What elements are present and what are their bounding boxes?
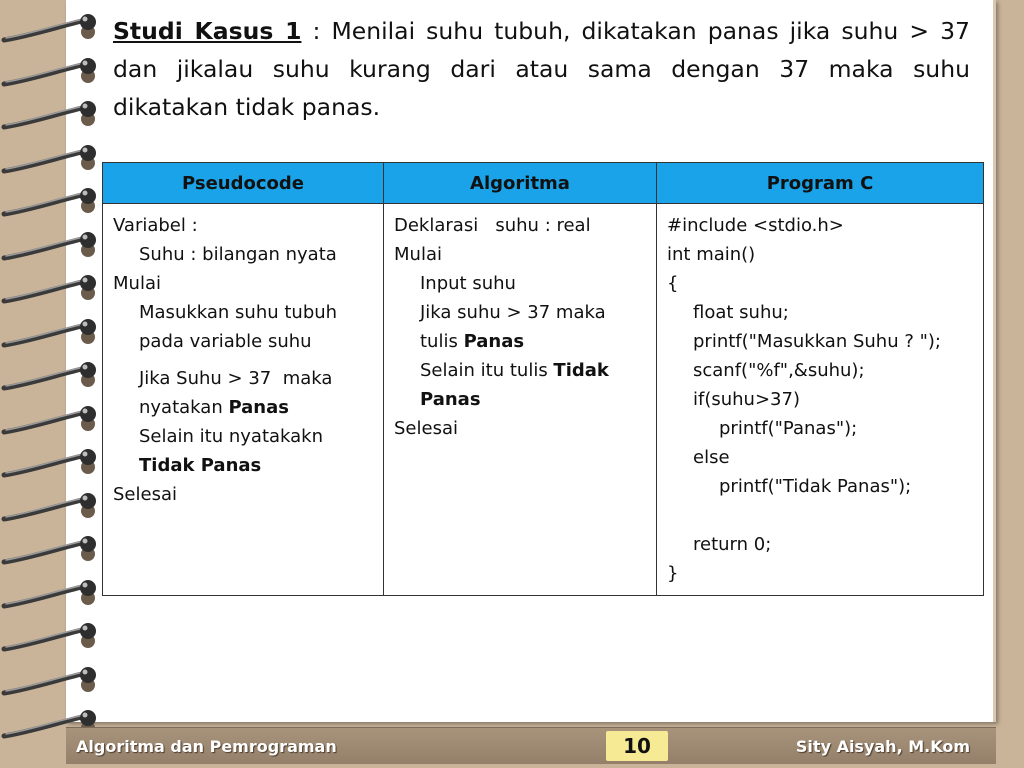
pseudocode-line: Selesai	[113, 484, 177, 505]
spiral-binding-ring-icon	[0, 10, 110, 48]
spiral-binding-ring-icon	[0, 97, 110, 135]
spiral-binding-ring-icon	[0, 576, 110, 614]
case-study-title: Studi Kasus 1	[113, 17, 302, 45]
algoritma-line: Deklarasi suhu : real	[394, 215, 591, 236]
algoritma-line: Jika suhu > 37 maka	[420, 302, 606, 323]
spiral-binding-ring-icon	[0, 184, 110, 222]
comparison-table	[102, 162, 984, 596]
pseudocode-line: Mulai	[113, 273, 161, 294]
code-line: scanf("%f",&suhu);	[693, 360, 865, 381]
pseudocode-line: Masukkan suhu tubuh	[139, 302, 338, 323]
spiral-binding-ring-icon	[0, 54, 110, 92]
pseudocode-line: Jika Suhu > 37 maka	[139, 368, 333, 389]
case-study-intro	[113, 12, 970, 126]
code-line: if(suhu>37)	[693, 389, 800, 410]
algoritma-cell	[384, 204, 657, 596]
code-line: int main()	[667, 244, 756, 265]
algoritma-line: Selesai	[394, 418, 458, 439]
algoritma-line	[394, 356, 646, 385]
spiral-binding-ring-icon	[0, 228, 110, 266]
pseudocode-cell	[103, 204, 384, 596]
algoritma-text: tulis	[420, 331, 464, 352]
program-c-cell	[657, 204, 984, 596]
course-title: Algoritma dan Pemrograman	[76, 737, 337, 756]
code-line: else	[693, 447, 730, 468]
spiral-binding-ring-icon	[0, 402, 110, 440]
case-study-text: : Menilai suhu tubuh, dikatakan panas jika suhu > 37 dan jikalau suhu kurang dari atau sama dengan 37 maka suhu dikatakan tidak panas.	[113, 17, 970, 121]
algoritma-line: Mulai	[394, 244, 442, 265]
algoritma-keyword: Panas	[420, 389, 481, 410]
page-number: 10	[606, 731, 668, 761]
spiral-binding	[0, 0, 110, 768]
spiral-binding-ring-icon	[0, 315, 110, 353]
spiral-binding-ring-icon	[0, 489, 110, 527]
code-line: }	[667, 563, 679, 584]
slide-footer	[66, 727, 996, 764]
header-pseudocode: Pseudocode	[103, 163, 384, 204]
pseudocode-keyword: Tidak Panas	[139, 455, 262, 476]
pseudocode-line: Suhu : bilangan nyata	[139, 244, 337, 265]
spiral-binding-ring-icon	[0, 619, 110, 657]
pseudocode-line: pada variable suhu	[139, 331, 312, 352]
algoritma-line: Input suhu	[420, 273, 516, 294]
algoritma-keyword: Tidak	[553, 360, 609, 381]
code-blank-line	[667, 501, 973, 530]
spiral-binding-ring-icon	[0, 358, 110, 396]
pseudocode-line	[113, 393, 373, 422]
algoritma-line	[394, 385, 646, 414]
pseudocode-keyword: Panas	[228, 397, 289, 418]
table-header-row	[103, 163, 984, 204]
author-name: Sity Aisyah, M.Kom	[795, 737, 970, 756]
code-line: {	[667, 273, 679, 294]
algoritma-line	[394, 327, 646, 356]
spiral-binding-ring-icon	[0, 663, 110, 701]
pseudocode-line	[113, 451, 373, 480]
table-row	[103, 204, 984, 596]
code-line: #include <stdio.h>	[667, 215, 844, 236]
code-line: printf("Panas");	[719, 418, 858, 439]
pseudocode-text: nyatakan	[139, 397, 229, 418]
algoritma-text: Selain itu tulis	[420, 360, 554, 381]
algoritma-keyword: Panas	[463, 331, 525, 352]
spiral-binding-ring-icon	[0, 445, 110, 483]
code-line: printf("Tidak Panas");	[719, 476, 912, 497]
spiral-binding-ring-icon	[0, 271, 110, 309]
spiral-binding-ring-icon	[0, 532, 110, 570]
code-line: return 0;	[693, 534, 772, 555]
code-line: printf("Masukkan Suhu ? ");	[693, 331, 941, 352]
spiral-binding-ring-icon	[0, 141, 110, 179]
header-program-c: Program C	[657, 163, 984, 204]
code-line: float suhu;	[693, 302, 789, 323]
pseudocode-line: Selain itu nyatakakn	[139, 426, 323, 447]
pseudocode-line: Variabel :	[113, 215, 198, 236]
header-algoritma: Algoritma	[384, 163, 657, 204]
